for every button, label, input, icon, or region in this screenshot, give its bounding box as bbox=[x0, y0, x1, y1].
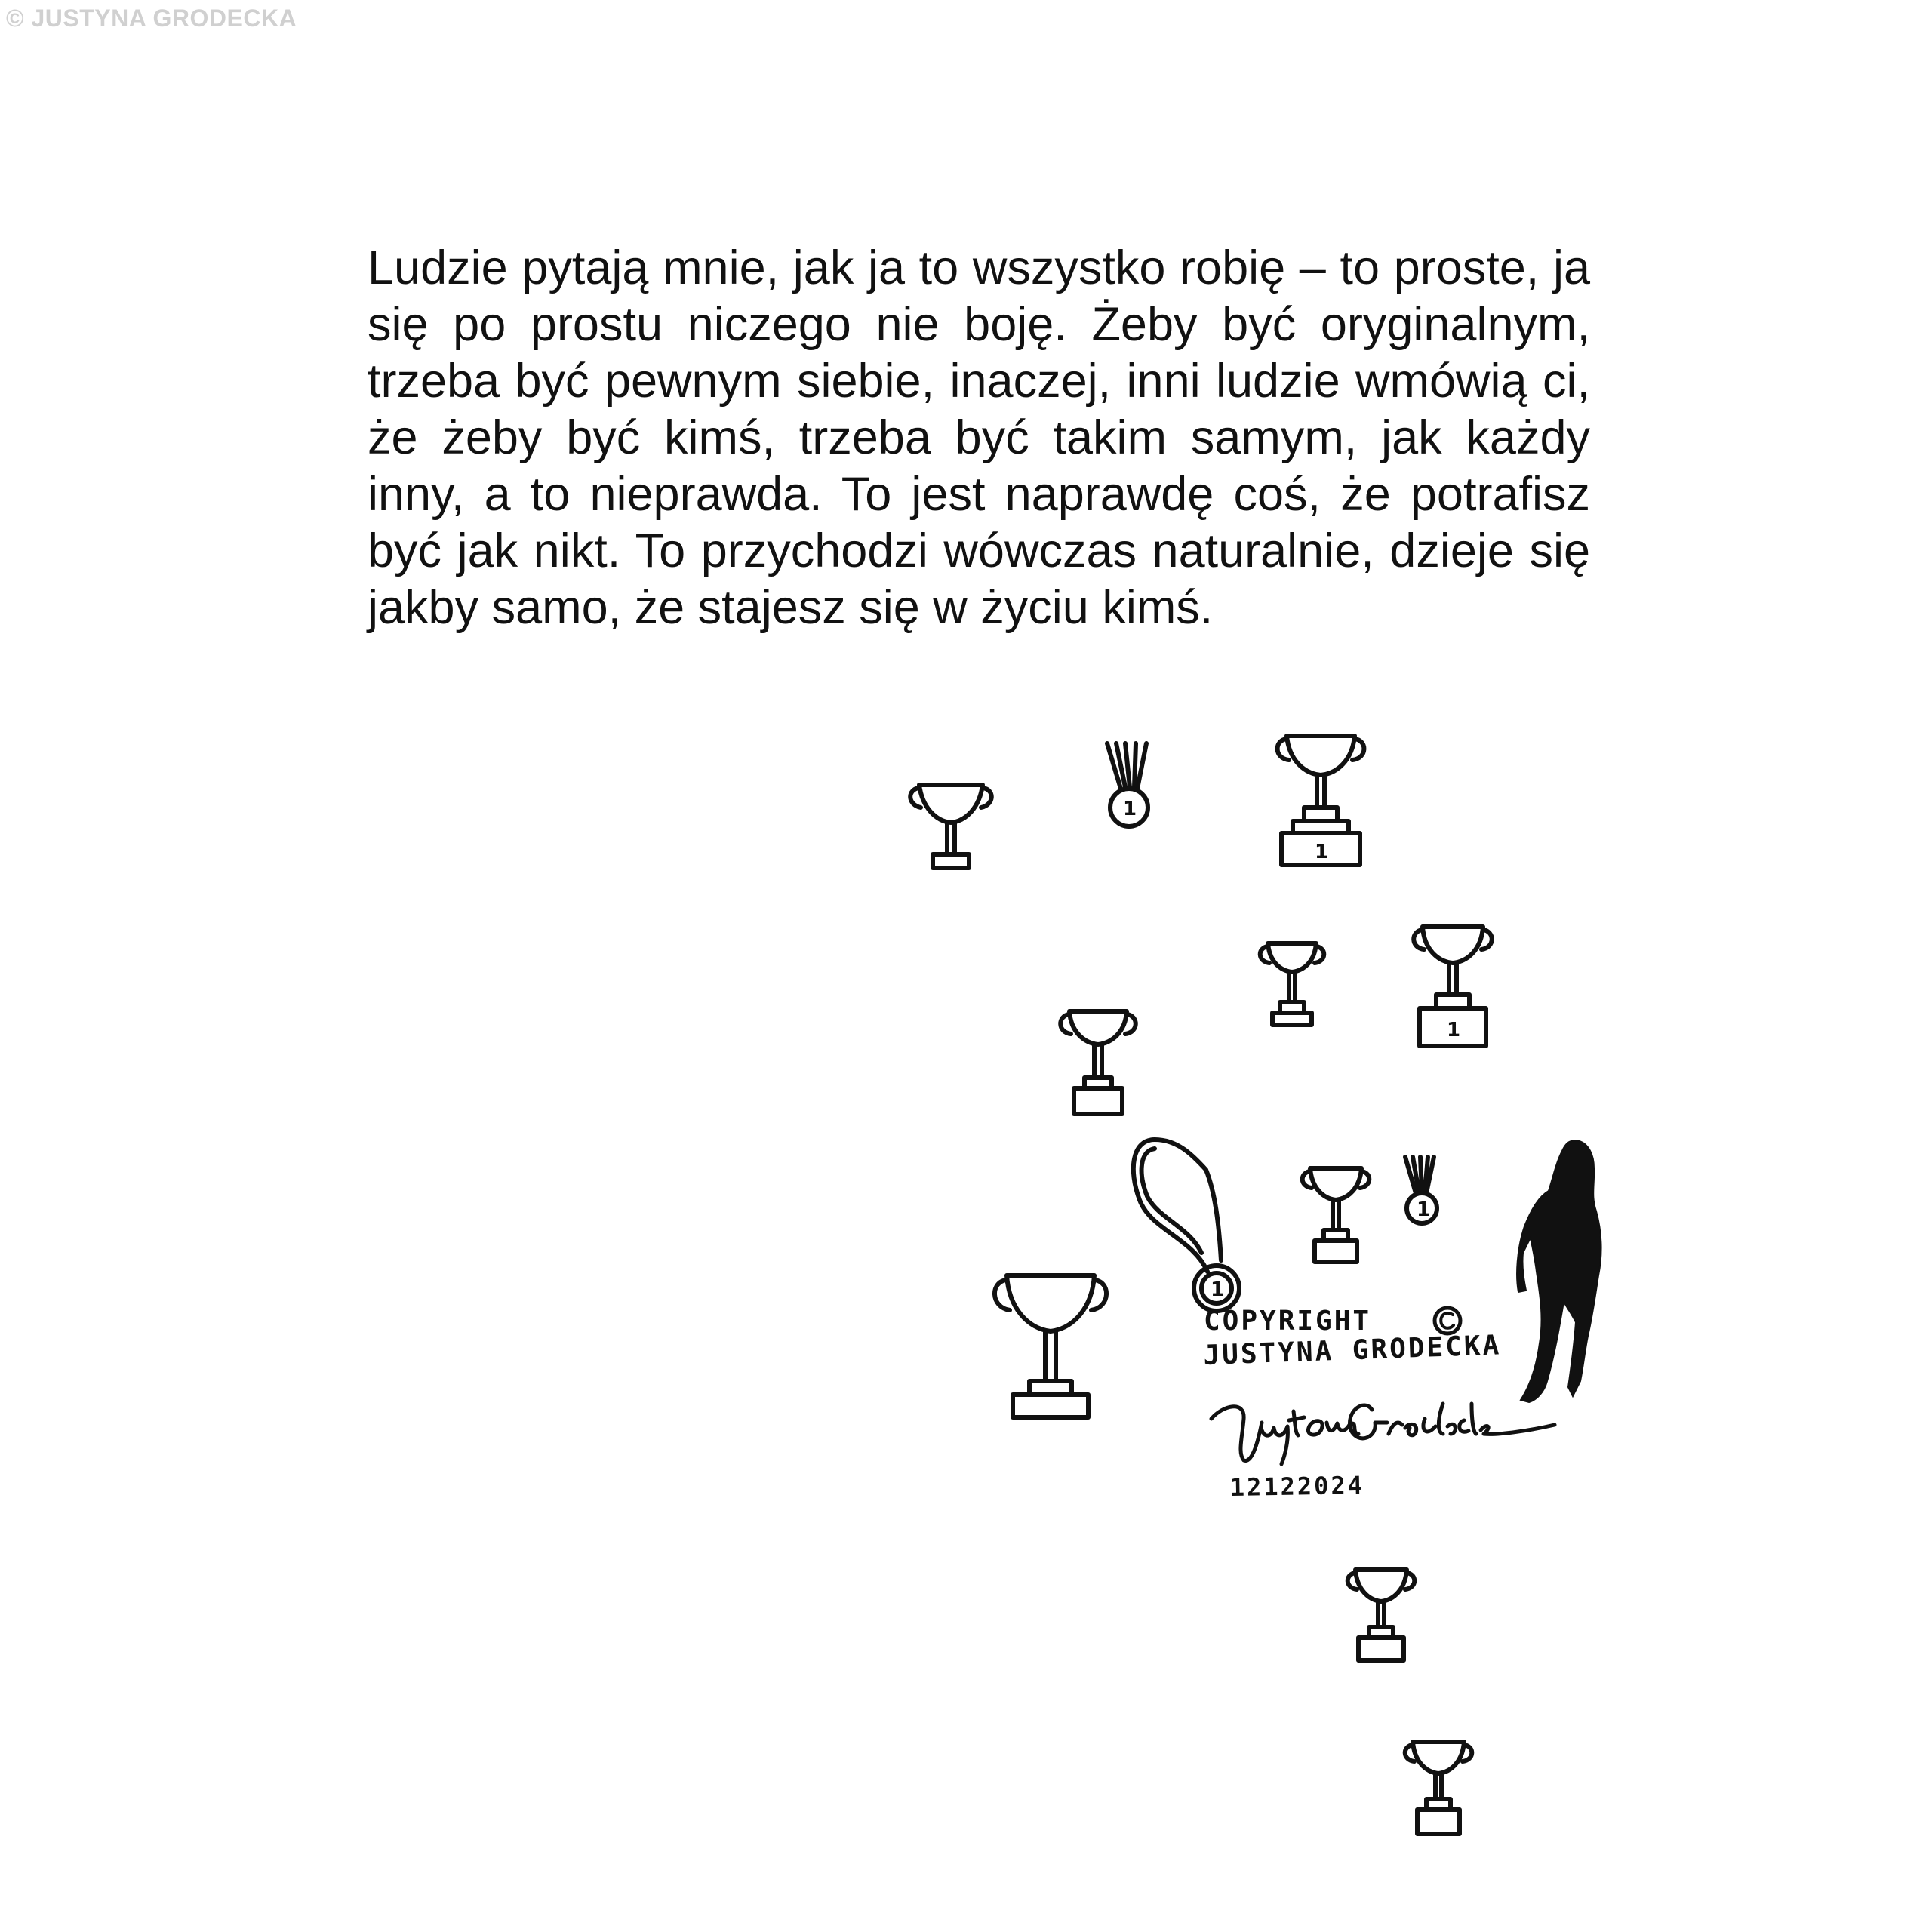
trophy-icon bbox=[1260, 943, 1324, 1025]
trophy-icon bbox=[1303, 1168, 1370, 1262]
medal-number: 1 bbox=[1417, 1198, 1431, 1221]
trophy-icon bbox=[1060, 1011, 1136, 1114]
quote-text: Ludzie pytają mnie, jak ja to wszystko robię – to proste, ja się po prostu niczego nie boję. Żeby być oryginalnym, trzeba być pewnym siebie, inaczej, inni ludzie wmówią ci, że żeby być kimś, trzeba być takim samym, jak każdy inny, a to nieprawda. To jest naprawdę coś, że potrafisz być jak nikt. To przychodzi wówczas naturalnie, dzieje się jakby samo, że stajesz się w życiu kimś. bbox=[368, 242, 1590, 634]
medal-icon bbox=[1134, 1140, 1239, 1311]
trophy-icon bbox=[1348, 1570, 1415, 1660]
woman-silhouette bbox=[1517, 1140, 1601, 1402]
podium-number: 1 bbox=[1315, 841, 1329, 863]
medal-icon bbox=[1107, 743, 1148, 826]
signature-date: 12122024 bbox=[1229, 1470, 1365, 1502]
watermark: © JUSTYNA GRODECKA bbox=[6, 5, 297, 32]
copyright-symbol-icon bbox=[1435, 1308, 1460, 1334]
trophy-icon bbox=[910, 785, 992, 868]
copyright-label: COPYRIGHT bbox=[1204, 1306, 1372, 1337]
medal-icon bbox=[1405, 1157, 1437, 1223]
trophy-icon bbox=[1405, 1742, 1472, 1834]
trophy-on-podium-icon bbox=[1414, 927, 1492, 1046]
trophy-on-podium-icon bbox=[1278, 736, 1364, 865]
copyright-name: JUSTYNA GRODECKA bbox=[1202, 1330, 1502, 1371]
medal-number: 1 bbox=[1211, 1278, 1225, 1301]
podium-number: 1 bbox=[1447, 1019, 1461, 1041]
medal-number: 1 bbox=[1123, 798, 1137, 820]
trophy-icon bbox=[995, 1275, 1106, 1417]
signature-image bbox=[1211, 1404, 1555, 1464]
